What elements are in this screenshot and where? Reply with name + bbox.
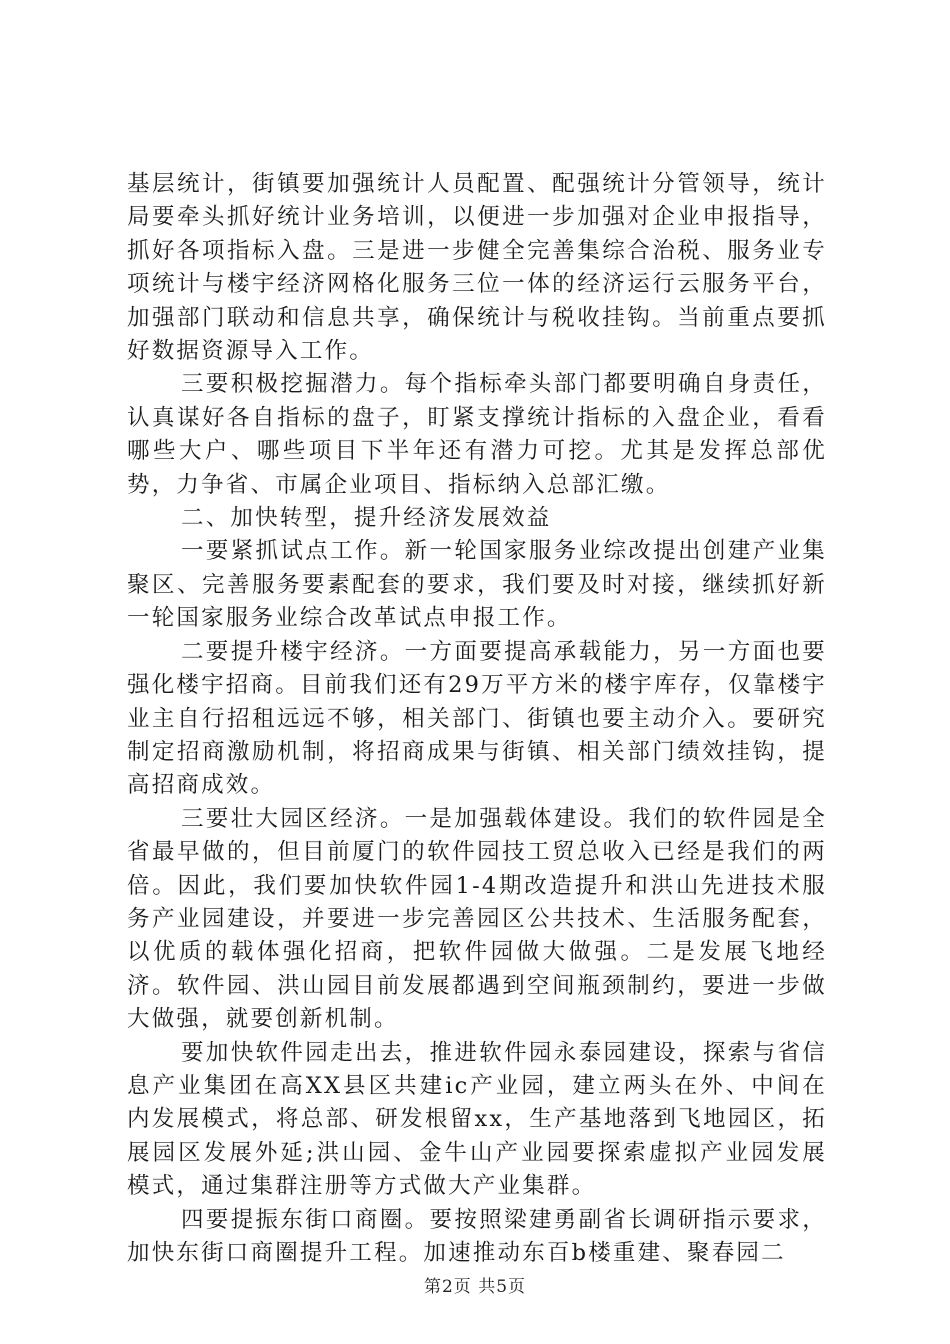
document-body: [127, 168, 827, 1270]
paragraph-tap-potential: 三要积极挖掘潜力。每个指标牵头部门都要明确自身责任，认真谋好各自指标的盘子，盯紧支撑统计指标的入盘企业，看看哪些大户、哪些项目下半年还有潜力可挖。尤其是发挥总部优势，力争省、市属企业项目、指标纳入总部汇缴。: [127, 371, 827, 498]
page-number-footer: 第2页 共5页: [423, 1277, 527, 1297]
paragraph-park-economy: 三要壮大园区经济。一是加强载体建设。我们的软件园是全省最早做的，但目前厦门的软件园技工贸总收入已经是我们的两倍。因此，我们要加快软件园1-4期改造提升和洪山先进技术服务产业园建设，并要进一步完善园区公共技术、生活服务配套，以优质的载体强化招商，把软件园做大做强。二是发展飞地经济。软件园、洪山园目前发展都遇到空间瓶颈制约，要进一步做大做强，就要创新机制。: [127, 805, 827, 1033]
paragraph-building-economy: 二要提升楼宇经济。一方面要提高承载能力，另一方面也要强化楼宇招商。目前我们还有29万平方米的楼宇库存，仅靠楼宇业主自行招租远远不够，相关部门、街镇也要主动介入。要研究制定招商激励机制，将招商成果与街镇、相关部门绩效挂钩，提高招商成效。: [127, 638, 827, 799]
paragraph-statistics-continuation: 基层统计，街镇要加强统计人员配置、配强统计分管领导，统计局要牵头抓好统计业务培训，以便进一步加强对企业申报指导，抓好各项指标入盘。三是进一步健全完善集综合治税、服务业专项统计与楼宇经济网格化服务三位一体的经济运行云服务平台，加强部门联动和信息共享，确保统计与税收挂钩。当前重点要抓好数据资源导入工作。: [127, 171, 827, 365]
paragraph-software-park-expansion: 要加快软件园走出去，推进软件园永泰园建设，探索与省信息产业集团在高XX县区共建ic产业园，建立两头在外、中间在内发展模式，将总部、研发根留xx，生产基地落到飞地园区，拓展园区发展外延;洪山园、金牛山产业园要探索虚拟产业园发展模式，通过集群注册等方式做大产业集群。: [127, 1039, 827, 1200]
section-heading-transformation: 二、加快转型，提升经济发展效益: [181, 505, 552, 532]
paragraph-dongjiekou-business-district: 四要提振东街口商圈。要按照梁建勇副省长调研指示要求，加快东街口商圈提升工程。加速推动东百b楼重建、聚春园二: [127, 1206, 827, 1266]
paragraph-pilot-work: 一要紧抓试点工作。新一轮国家服务业综改提出创建产业集聚区、完善服务要素配套的要求，我们要及时对接，继续抓好新一轮国家服务业综合改革试点申报工作。: [127, 538, 827, 632]
